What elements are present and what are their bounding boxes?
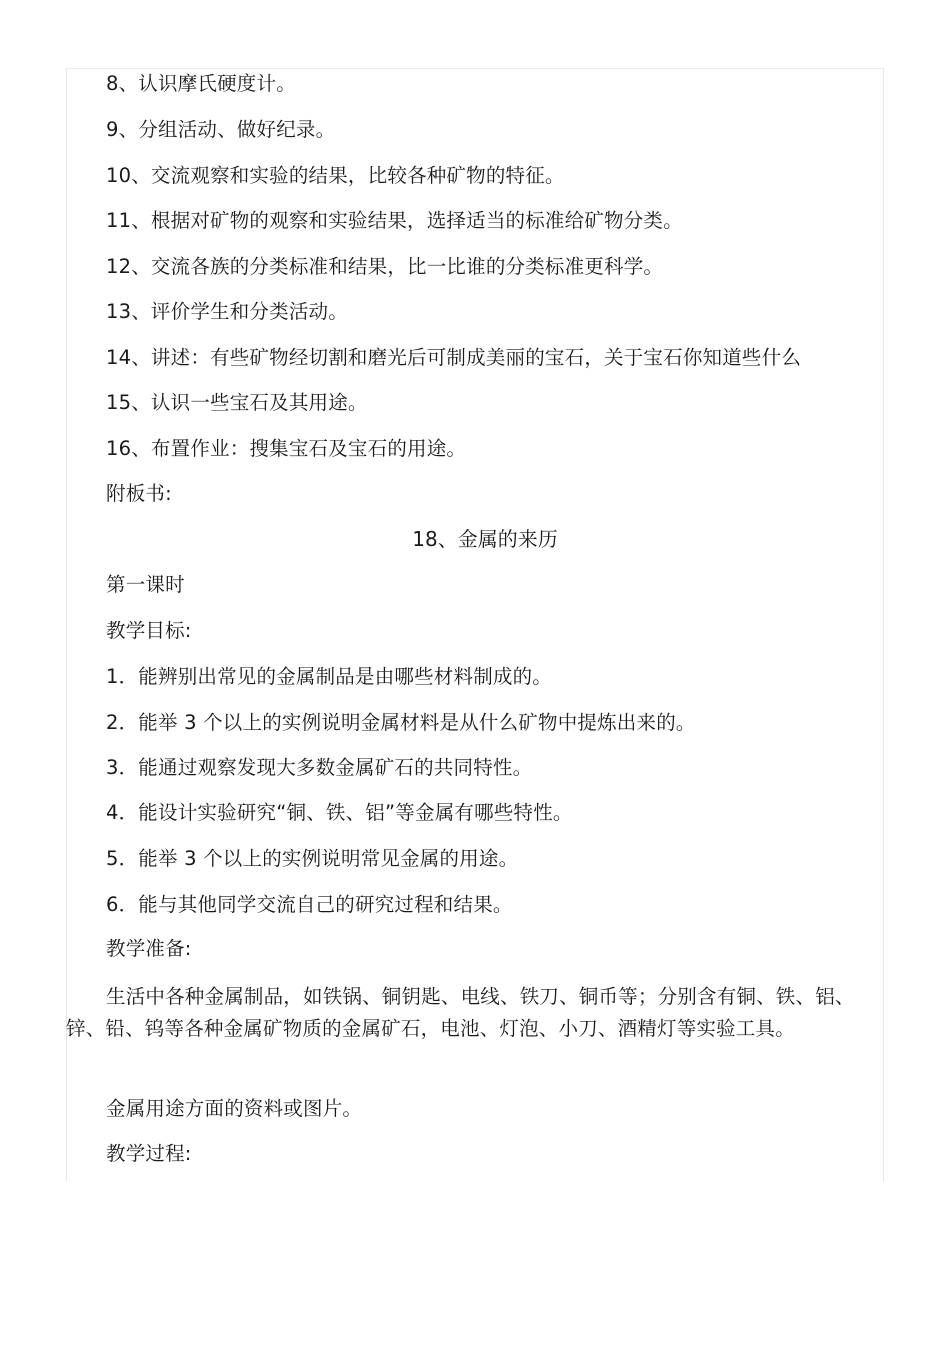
process-heading: 教学过程: bbox=[106, 1142, 192, 1165]
board-label: 附板书: bbox=[106, 482, 172, 505]
objectives-heading: 教学目标: bbox=[106, 619, 192, 642]
step-item: 13、评价学生和分类活动。 bbox=[106, 300, 348, 323]
step-item: 15、认识一些宝石及其用途。 bbox=[106, 391, 368, 414]
lesson-title: 18、金属的来历 bbox=[412, 527, 558, 551]
period-label: 第一课时 bbox=[106, 573, 185, 596]
step-item: 12、交流各族的分类标准和结果，比一比谁的分类标准更科学。 bbox=[106, 255, 664, 278]
step-item: 9、分组活动、做好纪录。 bbox=[106, 118, 336, 141]
step-item: 11、根据对矿物的观察和实验结果，选择适当的标准给矿物分类。 bbox=[106, 209, 683, 232]
objective-item: 2．能举 3 个以上的实例说明金属材料是从什么矿物中提炼出来的。 bbox=[106, 711, 696, 734]
objective-item: 5．能举 3 个以上的实例说明常见金属的用途。 bbox=[106, 847, 519, 870]
step-item: 10、交流观察和实验的结果，比较各种矿物的特征。 bbox=[106, 164, 565, 187]
preparation-heading: 教学准备: bbox=[106, 937, 192, 960]
step-item: 8、认识摩氏硬度计。 bbox=[106, 72, 296, 95]
objective-item: 3．能通过观察发现大多数金属矿石的共同特性。 bbox=[106, 756, 533, 779]
objective-item: 6．能与其他同学交流自己的研究过程和结果。 bbox=[106, 893, 513, 916]
step-item: 16、布置作业：搜集宝石及宝石的用途。 bbox=[106, 437, 467, 460]
objective-item: 4．能设计实验研究“铜、铁、铝”等金属有哪些特性。 bbox=[106, 801, 573, 824]
step-item: 14、讲述：有些矿物经切割和磨光后可制成美丽的宝石，关于宝石你知道些什么 bbox=[106, 346, 802, 369]
materials-paragraph: 金属用途方面的资料或图片。 bbox=[106, 1097, 363, 1120]
objective-item: 1．能辨别出常见的金属制品是由哪些材料制成的。 bbox=[106, 665, 553, 688]
preparation-paragraph: 生活中各种金属制品，如铁锅、铜钥匙、电线、铁刀、铜币等；分别含有铜、铁、铝、锌、铅、钨等各种金属矿物质的金属矿石，电池、灯泡、小刀、酒精灯等实验工具。 bbox=[66, 985, 855, 1040]
